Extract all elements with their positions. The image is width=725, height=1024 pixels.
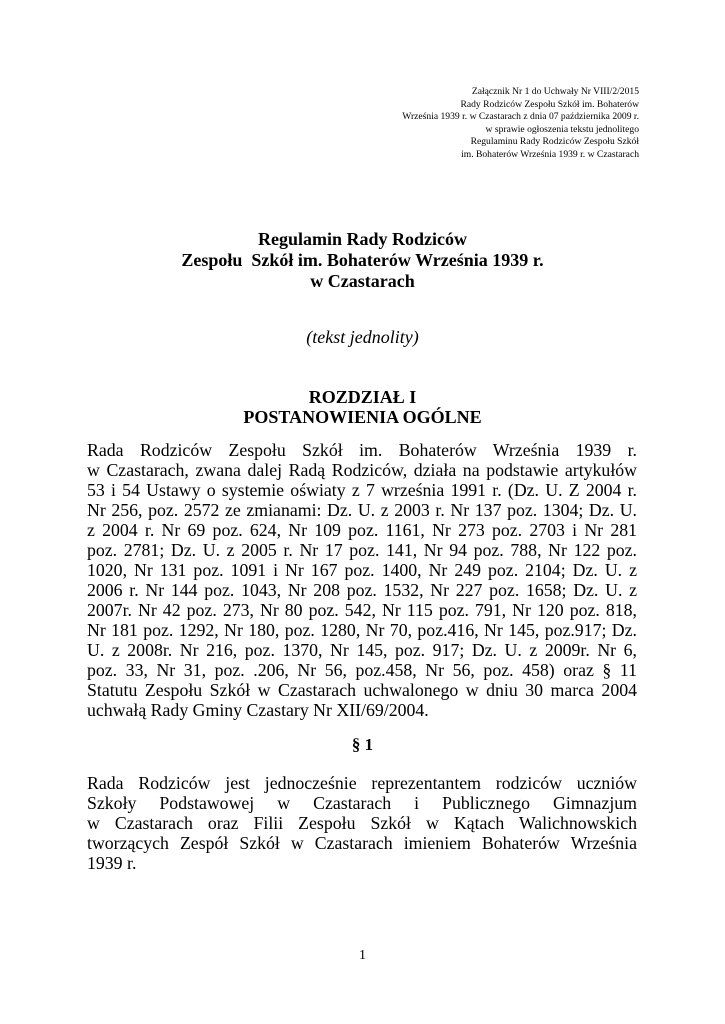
annex-line: im. Bohaterów Września 1939 r. w Czastarach xyxy=(461,148,639,160)
chapter-name: POSTANOWIENIA OGÓLNE xyxy=(243,407,482,427)
paragraph-line: Szkoły Podstawowej w Czastarach i Publicznego Gimnazjum xyxy=(87,793,637,813)
paragraph-line: poz. 33, Nr 31, poz. .206, Nr 56, poz.458, Nr 56, poz. 458) oraz § 11 xyxy=(87,660,637,680)
paragraph-line: Statutu Zespołu Szkół w Czastarach uchwalonego w dniu 30 marca 2004 xyxy=(87,680,637,700)
annex-line: Września 1939 r. w Czastarach z dnia 07 października 2009 r. xyxy=(402,111,639,123)
title-line: Regulamin Rady Rodziców xyxy=(257,229,467,249)
document-subtitle: (tekst jednolity) xyxy=(306,327,419,347)
paragraph-line: Rada Rodziców Zespołu Szkół im. Bohaterów Września 1939 r. xyxy=(87,440,637,460)
paragraph-line: uchwałą Rady Gminy Czastary Nr XII/69/2004. xyxy=(87,700,429,720)
title-line: w Czastarach xyxy=(310,271,415,291)
page-number: 1 xyxy=(359,948,366,963)
chapter-number: ROZDZIAŁ I xyxy=(308,387,417,407)
chapter-heading xyxy=(0,387,725,427)
paragraph-line: 1939 r. xyxy=(87,853,137,873)
paragraph-line: Nr 181 poz. 1292, Nr 180, poz. 1280, Nr 70, poz.416, Nr 145, poz.917; Dz. xyxy=(87,620,637,640)
paragraph-line: tworzących Zespół Szkół w Czastarach imieniem Bohaterów Września xyxy=(87,833,637,853)
intro-paragraph xyxy=(87,440,637,720)
paragraph-line: 2006 r. Nr 144 poz. 1043, Nr 208 poz. 1532, Nr 227 poz. 1658; Dz. U. z xyxy=(87,580,637,600)
paragraph-line: Rada Rodziców jest jednocześnie reprezentantem rodziców uczniów xyxy=(87,773,637,793)
annex-line: Załącznik Nr 1 do Uchwały Nr VIII/2/2015 xyxy=(471,86,639,97)
section-mark-1: § 1 xyxy=(351,735,374,754)
paragraph-line: 1020, Nr 131 poz. 1091 i Nr 167 poz. 1400, Nr 249 poz. 2104; Dz. U. z xyxy=(87,560,637,580)
paragraph-line: poz. 2781; Dz. U. z 2005 r. Nr 17 poz. 141, Nr 94 poz. 788, Nr 122 poz. xyxy=(87,540,637,560)
section-1-paragraph xyxy=(87,773,637,873)
paragraph-line: Nr 256, poz. 2572 ze zmianami: Dz. U. z 2003 r. Nr 137 poz. 1304; Dz. U. xyxy=(87,500,637,520)
document-title xyxy=(0,229,725,292)
title-line: Zespołu Szkół im. Bohaterów Września 1939 r. xyxy=(181,250,544,270)
annex-note xyxy=(319,86,639,162)
paragraph-line: 53 i 54 Ustawy o systemie oświaty z 7 września 1991 r. (Dz. U. Z 2004 r. xyxy=(87,480,637,500)
paragraph-line: 2007r. Nr 42 poz. 273, Nr 80 poz. 542, Nr 115 poz. 791, Nr 120 poz. 818, xyxy=(87,600,637,620)
paragraph-line: w Czastarach, zwana dalej Radą Rodziców, działa na podstawie artykułów xyxy=(87,460,637,480)
annex-line: Rady Rodziców Zespołu Szkół im. Bohaterów xyxy=(460,98,639,110)
paragraph-line: U. z 2008r. Nr 216, poz. 1370, Nr 145, poz. 917; Dz. U. z 2009r. Nr 6, xyxy=(87,640,637,660)
paragraph-line: z 2004 r. Nr 69 poz. 624, Nr 109 poz. 1161, Nr 273 poz. 2703 i Nr 281 xyxy=(87,520,637,540)
annex-line: Regulaminu Rady Rodziców Zespołu Szkół xyxy=(470,136,639,148)
paragraph-line: w Czastarach oraz Filii Zespołu Szkół w Kątach Walichnowskich xyxy=(87,813,637,833)
annex-line: w sprawie ogłoszenia tekstu jednolitego xyxy=(485,123,639,135)
